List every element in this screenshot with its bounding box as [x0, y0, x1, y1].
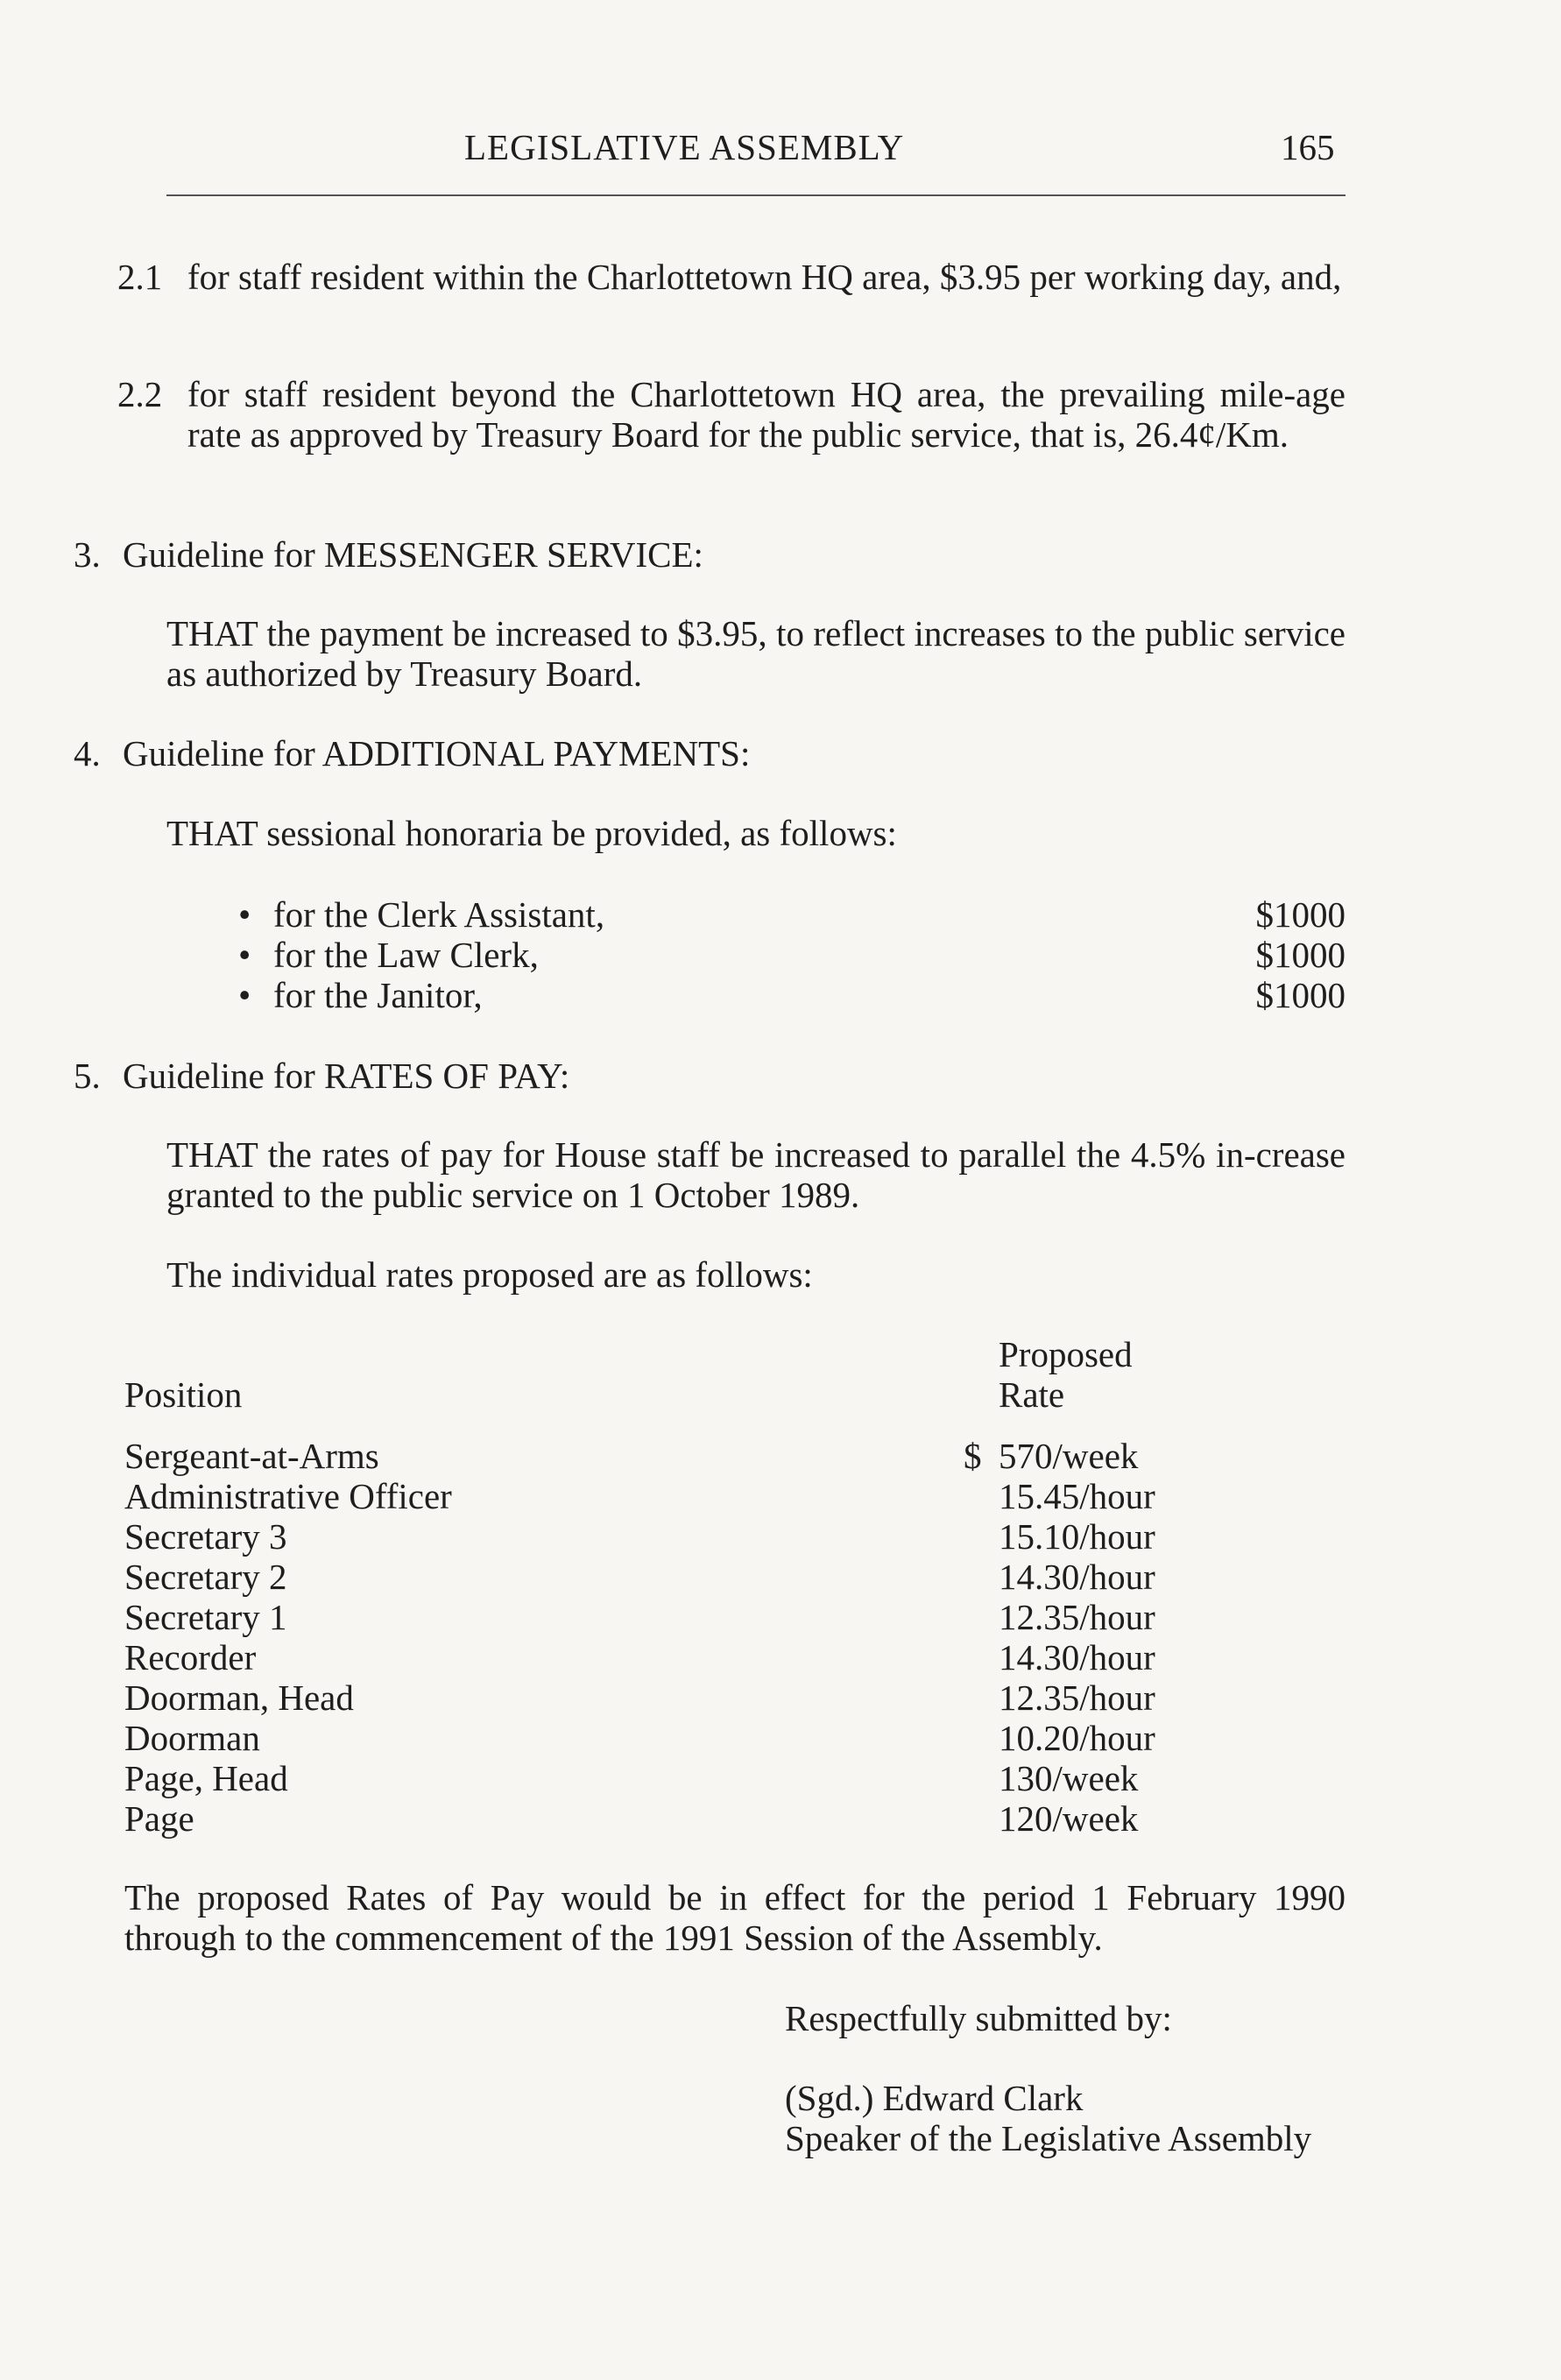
item-5-body: THAT the rates of pay for House staff be increased to parallel the 4.5% in-crease granted to the public service on 1 October 1989.	[166, 1134, 1346, 1215]
proposed-rate: 14.30/hour	[999, 1557, 1155, 1597]
signatory-title: Speaker of the Legislative Assembly	[785, 2118, 1312, 2158]
bullet-label: for the Law Clerk,	[273, 935, 539, 975]
position-name: Secretary 1	[124, 1597, 287, 1637]
closing-paragraph: The proposed Rates of Pay would be in effect for the period 1 February 1990 through to the commencement of the 1991 Session of the Assembly.	[124, 1877, 1346, 1958]
position-name: Doorman	[124, 1718, 260, 1758]
item-4-heading: Guideline for ADDITIONAL PAYMENTS:	[123, 733, 751, 773]
proposed-rate: 15.10/hour	[999, 1516, 1155, 1557]
item-2-2-text: for staff resident beyond the Charlottetown HQ area, the prevailing mile-age rate as approved by Treasury Board for the public service, that is, 26.4¢/Km.	[187, 374, 1346, 455]
proposed-rate: 10.20/hour	[999, 1718, 1155, 1758]
submitted-by: Respectfully submitted by:	[785, 1998, 1172, 2038]
item-4-body: THAT sessional honoraria be provided, as follows:	[166, 813, 897, 853]
position-name: Doorman, Head	[124, 1677, 354, 1718]
position-column-header: Position	[124, 1374, 243, 1415]
proposed-rate: 12.35/hour	[999, 1677, 1155, 1718]
item-2-1-number: 2.1	[117, 257, 163, 297]
proposed-rate: 120/week	[999, 1798, 1139, 1839]
header-rule	[166, 194, 1346, 196]
bullet-label: for the Janitor,	[273, 975, 483, 1015]
signature-line: (Sgd.) Edward Clark	[785, 2078, 1084, 2118]
proposed-rate: 12.35/hour	[999, 1597, 1155, 1637]
item-3-number: 3.	[74, 534, 101, 575]
item-2-2-number: 2.2	[117, 374, 163, 414]
position-name: Sergeant-at-Arms	[124, 1436, 379, 1476]
bullet-label: for the Clerk Assistant,	[273, 894, 605, 935]
bullet-dot: •	[238, 975, 251, 1015]
proposed-rate: 15.45/hour	[999, 1476, 1155, 1516]
bullet-amount: $1000	[1255, 935, 1346, 975]
position-name: Secretary 2	[124, 1557, 287, 1597]
position-name: Page, Head	[124, 1758, 288, 1798]
bullet-item	[238, 935, 1346, 975]
page-number: 165	[1281, 127, 1335, 167]
rate-column-header-line2: Rate	[999, 1374, 1065, 1415]
position-name: Administrative Officer	[124, 1476, 452, 1516]
running-header-title: LEGISLATIVE ASSEMBLY	[464, 127, 905, 167]
bullet-amount: $1000	[1255, 975, 1346, 1015]
currency-symbol: $	[964, 1436, 982, 1476]
item-4-number: 4.	[74, 733, 101, 773]
bullet-dot: •	[238, 935, 251, 975]
item-3-heading: Guideline for MESSENGER SERVICE:	[123, 534, 703, 575]
item-3-body: THAT the payment be increased to $3.95, to reflect increases to the public service as authorized by Treasury Board.	[166, 613, 1346, 694]
item-2-1-text: for staff resident within the Charlottetown HQ area, $3.95 per working day, and,	[187, 257, 1342, 297]
bullet-item	[238, 975, 1346, 1015]
proposed-rate: 570/week	[999, 1436, 1139, 1476]
bullet-item	[238, 894, 1346, 935]
position-name: Recorder	[124, 1637, 257, 1677]
bullet-amount: $1000	[1255, 894, 1346, 935]
position-name: Page	[124, 1798, 194, 1839]
item-5-heading: Guideline for RATES OF PAY:	[123, 1056, 570, 1096]
bullet-dot: •	[238, 894, 251, 935]
position-name: Secretary 3	[124, 1516, 287, 1557]
item-5-intro: The individual rates proposed are as follows:	[166, 1254, 813, 1295]
rate-column-header-line1: Proposed	[999, 1334, 1133, 1374]
proposed-rate: 130/week	[999, 1758, 1139, 1798]
item-5-number: 5.	[74, 1056, 101, 1096]
proposed-rate: 14.30/hour	[999, 1637, 1155, 1677]
